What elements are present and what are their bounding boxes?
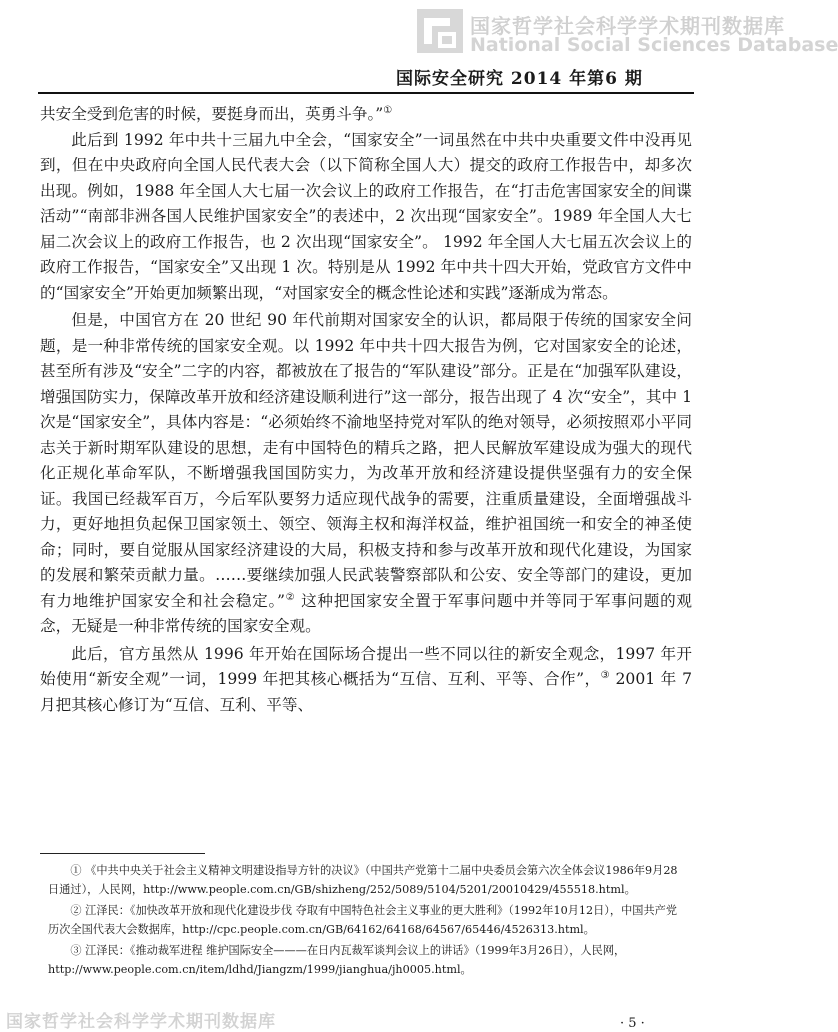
paragraph: 但是，中国官方在 20 世纪 90 年代前期对国家安全的认识，都局限于传统的国家安全问题，是一种非常传统的国家安全观。以 1992 年中共十四大报告为例，它对国家安全的论述，甚至所有涉及“安全”二字的内容，都被放在了报告的“军队建设”部分。正是在“加强军队建设，增强国防实力，保障改革开放和经济建设顺利进行”这一部分，报告出现了 4 次“安全”，其中 1 次是“国家安全”，具体内容是：“必须始终不渝地坚持党对军队的绝对领导，必须按照邓小平同志关于新时期军队建设的思想，走有中国特色的精兵之路，把人民解放军建设成为强大的现代化正规化革命军队，不断增强我国国防实力，为改革开放和经济建设提供坚强有力的安全保证。我国已经裁军百万，今后军队要努力适应现代战争的需要，注重质量建设，全面增强战斗力，更好地担负起保卫国家领土、领空、领海主权和海洋权益，维护祖国统一和安全的神圣使命；同时，要自觉服从国家经济建设的大局，积极支持和参与改革开放和现代化建设，为国家的发展和繁荣贡献力量。……要继续加强人民武装警察部队和公安、安全等部门的建设，更加有力地维护国家安全和社会稳定。”② 这种把国家安全置于军事问题中并等同于军事问题的观念，无疑是一种非常传统的国家安全观。	[40, 311, 692, 635]
paragraph: 此后，官方虽然从 1996 年开始在国际场合提出一些不同以往的新安全观念，1997 年开始使用“新安全观”一词，1999 年把其核心概括为“互信、互利、平等、合作”，③ 2001 年 7 月把其核心修订为“互信、互利、平等、	[40, 644, 692, 714]
footnote: ② 江泽民：《加快改革开放和现代化建设步伐 夺取有中国特色社会主义事业的更大胜利》（1992年10月12日），中国共产党历次全国代表大会数据库，http://cpc.people.com.cn/GB/64162/64168/64567/65446/4526313.html。	[48, 904, 678, 936]
running-head: 国际安全研究 2014 年第6 期	[396, 69, 643, 89]
paragraph: 此后到 1992 年中共十三届九中全会，“国家安全”一词虽然在中共中央重要文件中没再见到，但在中央政府向全国人民代表大会（以下简称全国人大）提交的政府工作报告中，却多次出现。例如，1988 年全国人大七届一次会议上的政府工作报告，在“打击危害国家安全的间谍活动”“南部非洲各国人民维护国家安全”的表述中，2 次出现“国家安全”。1989 年全国人大七届二次会议上的政府工作报告，也 2 次出现“国家安全”。 1992 年全国人大七届五次会议上的政府工作报告，“国家安全”又出现 1 次。特别是从 1992 年中共十四大开始，党政官方文件中的“国家安全”开始更加频繁出现，“对国家安全的概念性论述和实践”逐渐成为常态。	[40, 130, 692, 302]
watermark-english-title: National Social Sciences Database	[470, 34, 838, 56]
footnote-rule	[40, 853, 205, 854]
footnote-marker[interactable]: ①	[383, 104, 393, 116]
watermark-footer: 国家哲学社会科学学术期刊数据库	[6, 1012, 276, 1032]
footnote: ① 《中共中央关于社会主义精神文明建设指导方针的决议》（中国共产党第十二届中央委员会第六次全体会议1986年9月28日通过），人民网，http://www.people.com.cn/GB/shizheng/252/5089/5104/5201/20010429/455518.html。	[48, 864, 678, 896]
database-logo-icon	[416, 8, 464, 54]
watermark-chinese-title: 国家哲学社会科学学术期刊数据库	[470, 14, 785, 38]
footnote: ③ 江泽民：《推动裁军进程 维护国际安全———在日内瓦裁军谈判会议上的讲话》（1999年3月26日），人民网，http://www.people.com.cn/item/ldhd/Jiangzm/1999/jianghua/jh0005.html。	[48, 944, 626, 976]
header-rule	[38, 92, 694, 94]
footnotes	[48, 862, 688, 982]
article-body	[40, 102, 692, 718]
footnote-marker[interactable]: ②	[284, 591, 296, 603]
footnote-marker[interactable]: ③	[600, 669, 611, 681]
page-number: · 5 ·	[620, 1016, 645, 1031]
watermark-header	[0, 0, 838, 62]
paragraph: 共安全受到危害的时候，要挺身而出，英勇斗争。”①	[40, 104, 393, 123]
